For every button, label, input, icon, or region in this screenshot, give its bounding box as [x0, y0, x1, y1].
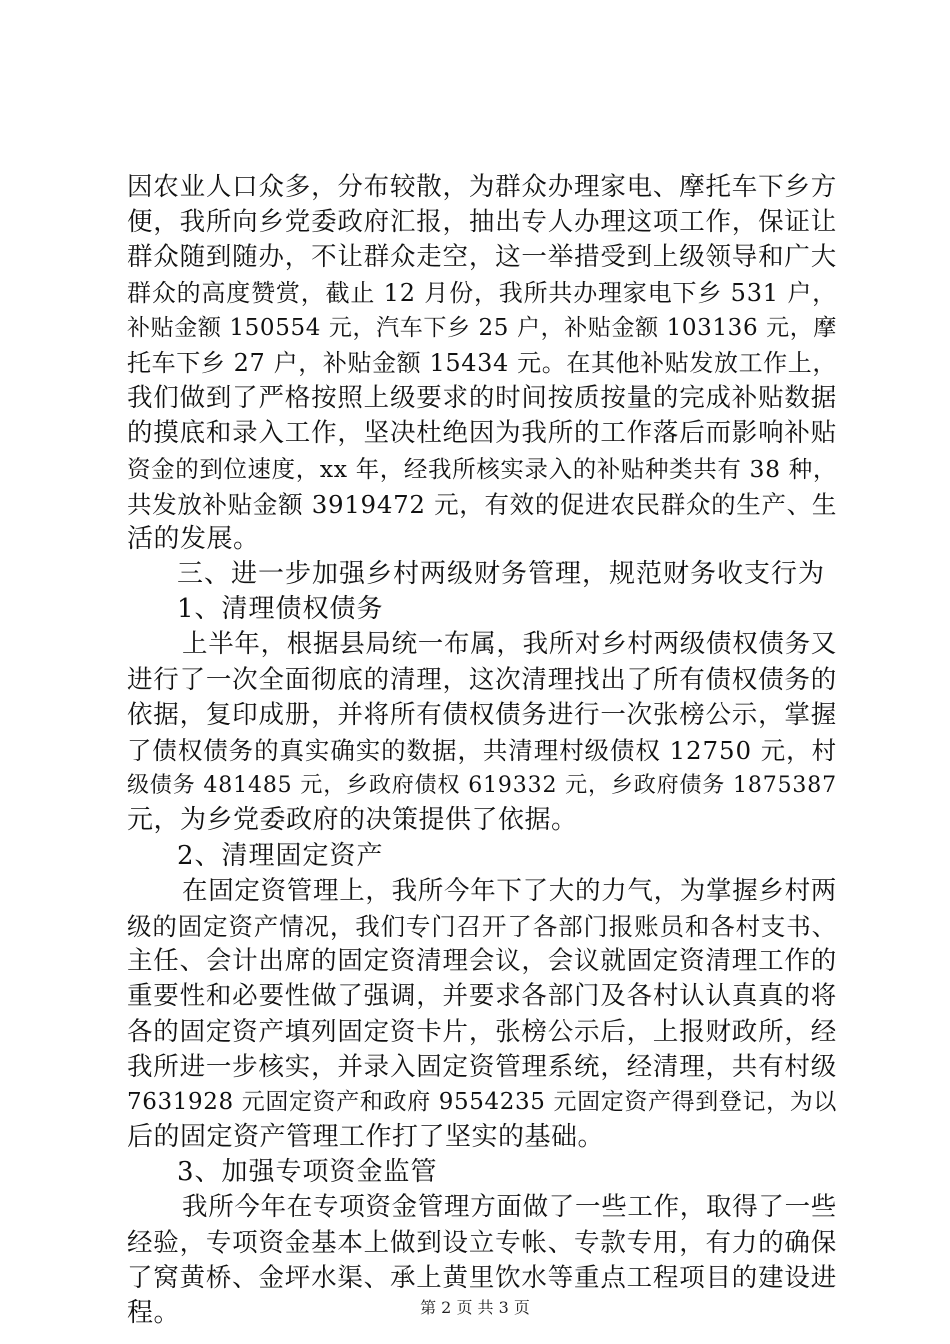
text-line: 级的固定资产情况，我们专门召开了各部门报账员和各村支书、 — [127, 911, 837, 941]
text-line: 主任、会计出席的固定资清理会议，会议就固定资清理工作的 — [127, 946, 837, 977]
text-line: 在固定资管理上，我所今年下了大的力气，为掌握乡村两 — [182, 875, 837, 906]
text-line: 7631928 元固定资产和政府 9554235 元固定资产得到登记，为以 — [127, 1088, 837, 1115]
text-line: 活的发展。 — [127, 523, 260, 554]
text-line: 各的固定资产填列固定资卡片，张榜公示后，上报财政所，经 — [127, 1016, 837, 1047]
document-body — [127, 170, 837, 1331]
text-line: 补贴金额 150554 元，汽车下乡 25 户，补贴金额 103136 元，摩 — [127, 314, 837, 341]
text-line: 群众随到随办，不让群众走空，这一举措受到上级领导和广大 — [127, 242, 837, 273]
text-line: 我所今年在专项资金管理方面做了一些工作，取得了一些 — [182, 1192, 837, 1223]
paragraph — [127, 170, 837, 557]
text-line: 依据，复印成册，并将所有债权债务进行一次张榜公示，掌握 — [127, 699, 837, 730]
text-line: 了债权债务的真实确实的数据，共清理村级债权 12750 元，村 — [127, 736, 837, 765]
text-line: 便，我所向乡党委政府汇报，抽出专人办理这项工作，保证让 — [127, 207, 837, 238]
text-line: 我们做到了严格按照上级要求的时间按质按量的完成补贴数据 — [127, 383, 837, 414]
text-line: 元，为乡党委政府的决策提供了依据。 — [127, 805, 578, 836]
text-line: 我所进一步核实，并录入固定资管理系统，经清理，共有村级 — [127, 1051, 837, 1082]
text-line: 的摸底和录入工作，坚决杜绝因为我所的工作落后而影响补贴 — [127, 418, 837, 449]
text-line: 因农业人口众多，分布较散，为群众办理家电、摩托车下乡方 — [127, 172, 837, 202]
text-line: 进行了一次全面彻底的清理，这次清理找出了所有债权债务的 — [127, 664, 837, 695]
text-line: 上半年，根据县局统一布属，我所对乡村两级债权债务又 — [182, 629, 837, 660]
text-line: 程。 — [127, 1298, 181, 1328]
section-heading: 2、清理固定资产 — [177, 840, 384, 871]
section-heading: 三、进一步加强乡村两级财务管理，规范财务收支行为 — [177, 559, 826, 590]
text-line: 共发放补贴金额 3919472 元，有效的促进农民群众的生产、生 — [127, 489, 837, 519]
text-line: 重要性和必要性做了强调，并要求各部门及各村认认真真的将 — [127, 981, 837, 1012]
text-line: 后的固定资产管理工作打了坚实的基础。 — [127, 1122, 605, 1153]
text-line: 群众的高度赞赏，截止 12 月份，我所共办理家电下乡 531 户， — [127, 278, 837, 307]
text-line: 了窝黄桥、金坪水渠、承上黄里饮水等重点工程项目的建设进 — [127, 1262, 837, 1293]
text-line: 级债务 481485 元，乡政府债权 619332 元，乡政府债务 1875387 — [127, 773, 837, 799]
section-heading: 3、加强专项资金监管 — [177, 1157, 438, 1188]
paragraph — [127, 874, 837, 1156]
section-heading: 1、清理债权债务 — [177, 594, 384, 625]
text-line: 托车下乡 27 户，补贴金额 15434 元。在其他补贴发放工作上， — [127, 348, 837, 377]
text-line: 资金的到位速度，xx 年，经我所核实录入的补贴种类共有 38 种， — [127, 454, 837, 483]
text-line: 经验，专项资金基本上做到设立专帐、专款专用，有力的确保 — [127, 1227, 837, 1258]
paragraph — [127, 627, 837, 838]
page-footer: 第 2 页 共 3 页 — [420, 1298, 530, 1317]
